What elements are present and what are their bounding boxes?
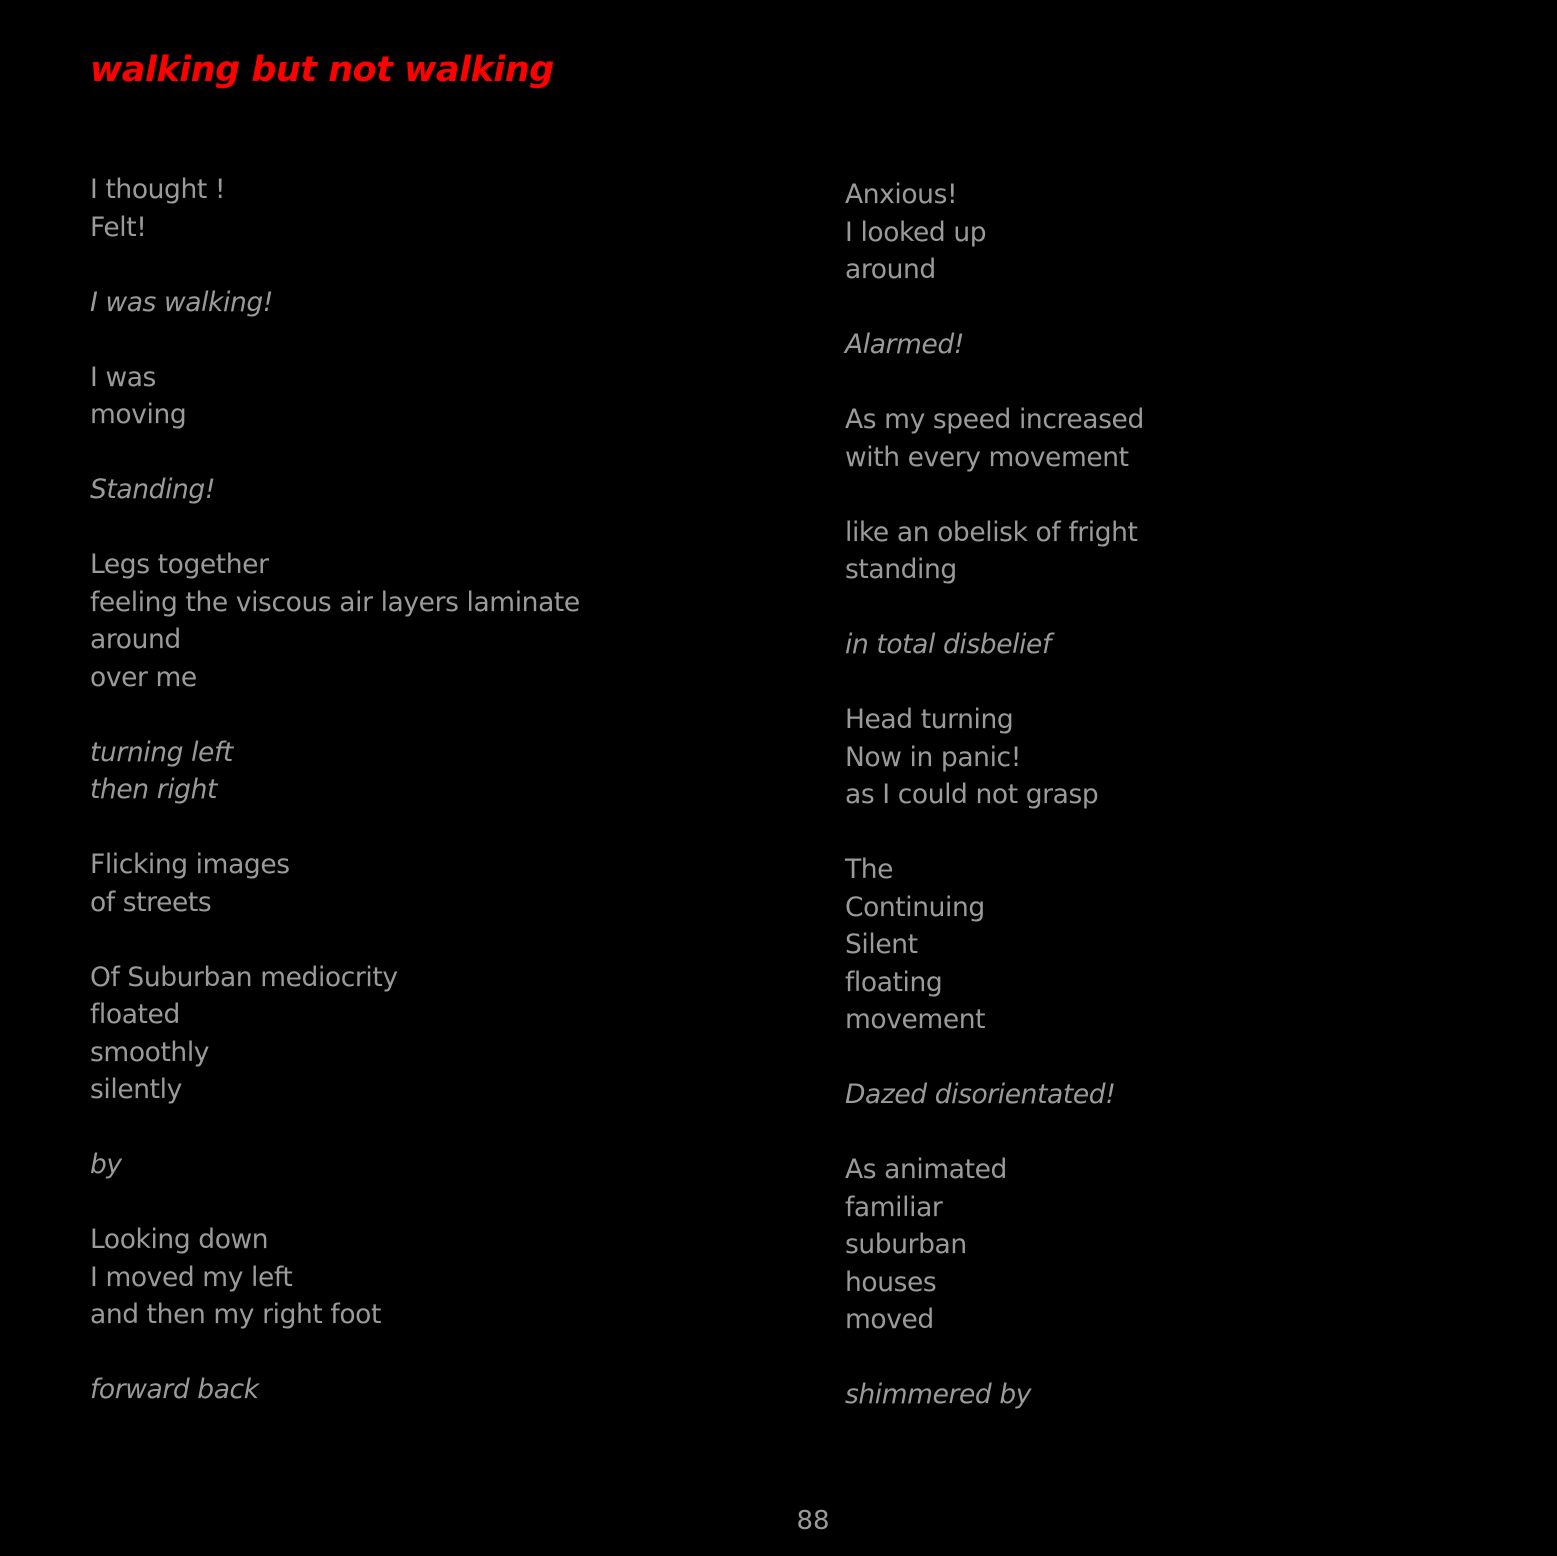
poem-line: suburban [845, 1229, 967, 1260]
poem-stanza [845, 1076, 1485, 1114]
poem-stanza [90, 471, 730, 509]
poem-line: feeling the viscous air layers laminate [90, 586, 580, 618]
poem-line: around [845, 254, 936, 285]
poem-column-right [845, 176, 1485, 1451]
poem-stanza [845, 851, 1485, 1039]
poem-line: I looked up [845, 216, 987, 248]
poem-title: walking but not walking [90, 50, 554, 90]
poem-line: Now in panic! [845, 741, 1021, 773]
poem-stanza [90, 1371, 730, 1409]
poem-line: movement [845, 1004, 986, 1035]
poem-line: I moved my left [90, 1261, 293, 1293]
poem-stanza [845, 401, 1485, 476]
poem-stanza [90, 959, 730, 1109]
poem-line: I was walking! [90, 286, 274, 318]
poem-stanza [845, 626, 1485, 664]
poem-line: Head turning [845, 704, 1014, 735]
poem-stanza [90, 846, 730, 921]
poem-line: houses [845, 1266, 937, 1298]
poem-line: like an obelisk of fright [845, 516, 1138, 548]
poem-line: floating [845, 966, 943, 998]
poem-line: forward back [90, 1374, 259, 1405]
poem-line: As animated [845, 1154, 1007, 1185]
poem-stanza [90, 171, 730, 246]
poem-line: The [845, 854, 894, 885]
poem-line: Anxious! [845, 179, 958, 210]
poem-line: I thought ! [90, 174, 226, 205]
poem-stanza [845, 1376, 1485, 1414]
poem-line: turning left [90, 736, 233, 768]
poem-stanza [845, 701, 1485, 814]
poem-line: Legs together [90, 549, 269, 580]
poem-line: around [90, 624, 181, 655]
poem-stanza [90, 1221, 730, 1334]
poem-stanza [90, 734, 730, 809]
poem-line: standing [845, 554, 957, 585]
poem-stanza [90, 284, 730, 322]
poem-line: Of Suburban mediocrity [90, 961, 398, 993]
poem-line: Looking down [90, 1224, 269, 1255]
poem-line: over me [90, 661, 197, 693]
poem-line: Silent [845, 929, 918, 960]
poem-stanza [845, 514, 1485, 589]
poem-line: Standing! [90, 474, 216, 505]
poem-line: I was [90, 361, 156, 393]
poem-line: floated [90, 999, 180, 1030]
poem-stanza [90, 359, 730, 434]
poem-line: familiar [845, 1191, 943, 1223]
page-number: 88 [796, 1506, 830, 1536]
poem-line: in total disbelief [845, 629, 1051, 660]
poem-stanza [845, 176, 1485, 289]
poem-line: moving [90, 399, 187, 430]
poem-column-left [90, 171, 730, 1446]
poem-line: moved [845, 1304, 934, 1335]
poem-stanza [90, 546, 730, 696]
poem-line: and then my right foot [90, 1299, 381, 1330]
poem-line: silently [90, 1074, 182, 1105]
poem-line: by [90, 1149, 122, 1180]
poem-line: with every movement [845, 441, 1129, 473]
poem-stanza [845, 326, 1485, 364]
poem-stanza [90, 1146, 730, 1184]
poem-stanza [845, 1151, 1485, 1339]
poem-line: Felt! [90, 211, 147, 243]
poem-line: of streets [90, 886, 212, 918]
poem-line: Dazed disorientated! [845, 1079, 1116, 1110]
poem-line: smoothly [90, 1036, 210, 1068]
poem-line: Continuing [845, 891, 985, 923]
poem-line: then right [90, 774, 217, 805]
poem-line: As my speed increased [845, 404, 1144, 435]
poem-line: Alarmed! [845, 329, 964, 360]
poem-line: Flicking images [90, 849, 290, 880]
poem-line: as I could not grasp [845, 779, 1099, 810]
poem-line: shimmered by [845, 1379, 1032, 1410]
